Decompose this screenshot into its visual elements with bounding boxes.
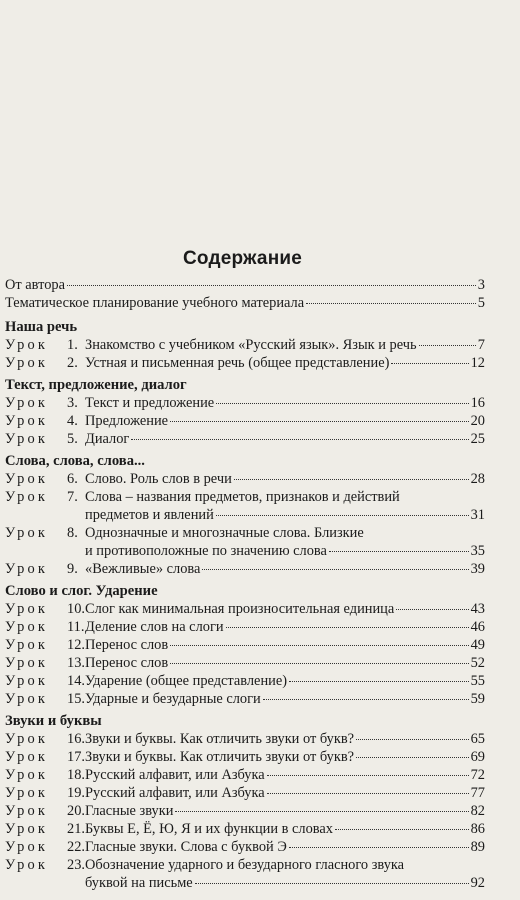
page-number: 43 [470,601,485,617]
toc-entry-line [5,600,485,618]
lesson-label: Урок [5,395,49,411]
toc-entry[interactable] [5,838,485,856]
toc-entry-continuation [5,874,485,892]
toc-entry[interactable] [5,802,485,820]
toc-entry-line [5,524,485,542]
lesson-label-group [5,820,85,838]
toc-entry-line [5,336,485,354]
dot-leader [170,421,469,422]
dot-leader [170,645,468,646]
lesson-number: 14. [67,673,85,689]
toc-entry[interactable] [5,600,485,618]
dot-leader [216,403,468,404]
lesson-number: 11. [67,619,85,635]
dot-leader [263,699,469,700]
dot-leader [195,883,469,884]
page-number: 12 [470,355,485,371]
lesson-label-group [5,470,85,488]
entry-title: Слог как минимальная произносительная единица [85,601,395,617]
lesson-label-group [5,488,85,506]
lesson-number: 9. [67,561,78,577]
entry-title-continued: буквой на письме [85,875,193,891]
toc-entry-line [5,412,485,430]
lesson-label-group [5,784,85,802]
lesson-number: 7. [67,489,78,505]
dot-leader [335,829,469,830]
lesson-label-group [5,524,85,542]
toc-entry[interactable] [5,636,485,654]
lesson-number: 15. [67,691,85,707]
lesson-label-group [5,600,85,618]
page-title: Содержание [182,248,303,269]
toc-entry-line [5,672,485,690]
lesson-number: 1. [67,337,78,353]
lesson-number: 5. [67,431,78,447]
lesson-label: Урок [5,413,49,429]
lesson-number: 18. [67,767,85,783]
page-number: 69 [470,749,485,765]
lesson-label-group [5,730,85,748]
dot-leader [329,551,469,552]
entry-title: Ударные и безударные слоги [85,691,261,707]
lesson-label: Урок [5,731,49,747]
lesson-number: 13. [67,655,85,671]
page-number: 59 [470,691,485,707]
entry-title: Звуки и буквы. Как отличить звуки от букв? [85,731,355,747]
lesson-label: Урок [5,839,49,855]
page-number: 72 [470,767,485,783]
lesson-label: Урок [5,471,49,487]
entry-title: Ударение (общее представление) [85,673,288,689]
toc-entry-line [5,730,485,748]
dot-leader [267,793,469,794]
dot-leader [131,439,468,440]
page-number: 65 [470,731,485,747]
toc-entry[interactable] [5,488,485,524]
dot-leader [267,775,469,776]
section-heading: Звуки и буквы [5,713,102,729]
entry-title: Звуки и буквы. Как отличить звуки от букв? [85,749,355,765]
toc-entry[interactable] [5,470,485,488]
lesson-number: 8. [67,525,78,541]
toc-entry[interactable] [5,766,485,784]
lesson-label-group [5,394,85,412]
toc-entry[interactable] [5,430,485,448]
entry-title: Слово. Роль слов в речи [85,471,232,487]
entry-title: Однозначные и многозначные слова. Близкие [85,525,364,541]
entry-title: Деление слов на слоги [85,619,224,635]
lesson-label-group [5,336,85,354]
lesson-label: Урок [5,857,49,873]
lesson-label-group [5,766,85,784]
dot-leader [226,627,469,628]
toc-entry[interactable] [5,856,485,892]
page-number: 20 [470,413,485,429]
entry-title: Обозначение ударного и безударного гласного звука [85,857,405,873]
lesson-number: 4. [67,413,78,429]
page-number: 89 [470,839,485,855]
toc-entry-line [5,838,485,856]
toc-entry[interactable] [5,524,485,560]
dot-leader [306,303,476,304]
toc-entry-line [5,654,485,672]
toc-entry[interactable] [5,394,485,412]
dot-leader [170,663,468,664]
lesson-label-group [5,412,85,430]
toc-entry-line [5,294,485,312]
page-number: 16 [470,395,485,411]
lesson-label: Урок [5,525,49,541]
lesson-label-group [5,618,85,636]
lesson-label: Урок [5,749,49,765]
lesson-label-group [5,802,85,820]
entry-title: Тематическое планирование учебного материала [5,295,305,311]
toc-entry[interactable] [5,276,485,294]
toc-entry[interactable] [5,294,485,312]
toc-entry[interactable] [5,730,485,748]
lesson-label: Урок [5,637,49,653]
toc-entry-line [5,488,485,506]
lesson-label: Урок [5,821,49,837]
toc-entry[interactable] [5,354,485,372]
toc-entry[interactable] [5,560,485,578]
toc-entry-line [5,618,485,636]
toc-entry-line [5,766,485,784]
lesson-label: Урок [5,601,49,617]
page-number: 7 [477,337,485,353]
lesson-label: Урок [5,655,49,671]
page-number: 35 [470,543,485,559]
lesson-number: 2. [67,355,78,371]
lesson-label: Урок [5,355,49,371]
page-number: 5 [477,295,485,311]
lesson-label: Урок [5,767,49,783]
dot-leader [289,847,469,848]
lesson-label: Урок [5,785,49,801]
page-number: 82 [470,803,485,819]
lesson-number: 16. [67,731,85,747]
toc-entry[interactable] [5,654,485,672]
page-number: 92 [470,875,485,891]
entry-title: Устная и письменная речь (общее представление) [85,355,390,371]
page-number: 39 [470,561,485,577]
page-number: 3 [477,277,485,293]
entry-title: Диалог [85,431,130,447]
lesson-number: 20. [67,803,85,819]
dot-leader [356,757,469,758]
toc-entry-line [5,560,485,578]
toc-entry-line [5,784,485,802]
dot-leader [391,363,468,364]
lesson-number: 6. [67,471,78,487]
lesson-label: Урок [5,561,49,577]
lesson-label: Урок [5,619,49,635]
entry-title: Перенос слов [85,655,169,671]
section-heading: Слова, слова, слова... [5,453,145,469]
dot-leader [216,515,469,516]
dot-leader [175,811,468,812]
lesson-label-group [5,560,85,578]
toc-entry-line [5,430,485,448]
lesson-number: 3. [67,395,78,411]
lesson-number: 12. [67,637,85,653]
lesson-label-group [5,838,85,856]
toc-entry-line [5,856,485,874]
toc-entry-continuation [5,506,485,524]
page-number: 25 [470,431,485,447]
toc-entry-line [5,470,485,488]
lesson-number: 21. [67,821,85,837]
toc-entry-line [5,636,485,654]
entry-title-continued: предметов и явлений [85,507,214,523]
toc-entry-line [5,276,485,294]
lesson-label-group [5,636,85,654]
page-number: 52 [470,655,485,671]
entry-title: Знакомство с учебником «Русский язык». Язык и речь [85,337,417,353]
lesson-number: 19. [67,785,85,801]
lesson-number: 23. [67,857,85,873]
dot-leader [289,681,469,682]
section-heading: Наша речь [5,319,78,335]
dot-leader [67,285,476,286]
entry-title: Предложение [85,413,169,429]
section-heading: Слово и слог. Ударение [5,583,158,599]
toc-entry[interactable] [5,748,485,766]
toc-entry[interactable] [5,820,485,838]
dot-leader [396,609,468,610]
page-number: 77 [470,785,485,801]
entry-title: Слова – названия предметов, признаков и действий [85,489,400,505]
page-number: 28 [470,471,485,487]
dot-leader [202,569,468,570]
toc-entry[interactable] [5,784,485,802]
toc-entry[interactable] [5,336,485,354]
lesson-label-group [5,690,85,708]
lesson-label-group [5,354,85,372]
lesson-label: Урок [5,337,49,353]
page-number: 31 [470,507,485,523]
lesson-label: Урок [5,431,49,447]
lesson-label: Урок [5,691,49,707]
toc-entry-line [5,802,485,820]
entry-title: Гласные звуки [85,803,174,819]
toc-entry-line [5,820,485,838]
entry-title: Буквы Е, Ё, Ю, Я и их функции в словах [85,821,333,837]
lesson-label: Урок [5,489,49,505]
entry-title: Перенос слов [85,637,169,653]
toc-entry[interactable] [5,690,485,708]
entry-title: Русский алфавит, или Азбука [85,785,265,801]
dot-leader [234,479,469,480]
lesson-label: Урок [5,673,49,689]
lesson-number: 22. [67,839,85,855]
page-number: 46 [470,619,485,635]
toc-entry-continuation [5,542,485,560]
lesson-label-group [5,654,85,672]
toc-entry-line [5,748,485,766]
toc-entry-line [5,394,485,412]
lesson-number: 10. [67,601,85,617]
entry-title: Текст и предложение [85,395,215,411]
entry-title: Русский алфавит, или Азбука [85,767,265,783]
toc-entry[interactable] [5,412,485,430]
lesson-label-group [5,672,85,690]
lesson-label-group [5,856,85,874]
toc-entry[interactable] [5,672,485,690]
lesson-label: Урок [5,803,49,819]
entry-title-continued: и противоположные по значению слова [85,543,327,559]
lesson-label-group [5,430,85,448]
lesson-number: 17. [67,749,85,765]
page-number: 55 [470,673,485,689]
toc-entry-line [5,354,485,372]
page-number: 86 [470,821,485,837]
entry-title: От автора [5,277,65,293]
toc-entry-line [5,690,485,708]
section-heading: Текст, предложение, диалог [5,377,187,393]
entry-title: «Вежливые» слова [85,561,201,577]
dot-leader [419,345,476,346]
toc-entry[interactable] [5,618,485,636]
lesson-label-group [5,748,85,766]
entry-title: Гласные звуки. Слова с буквой Э [85,839,287,855]
dot-leader [356,739,469,740]
page-number: 49 [470,637,485,653]
